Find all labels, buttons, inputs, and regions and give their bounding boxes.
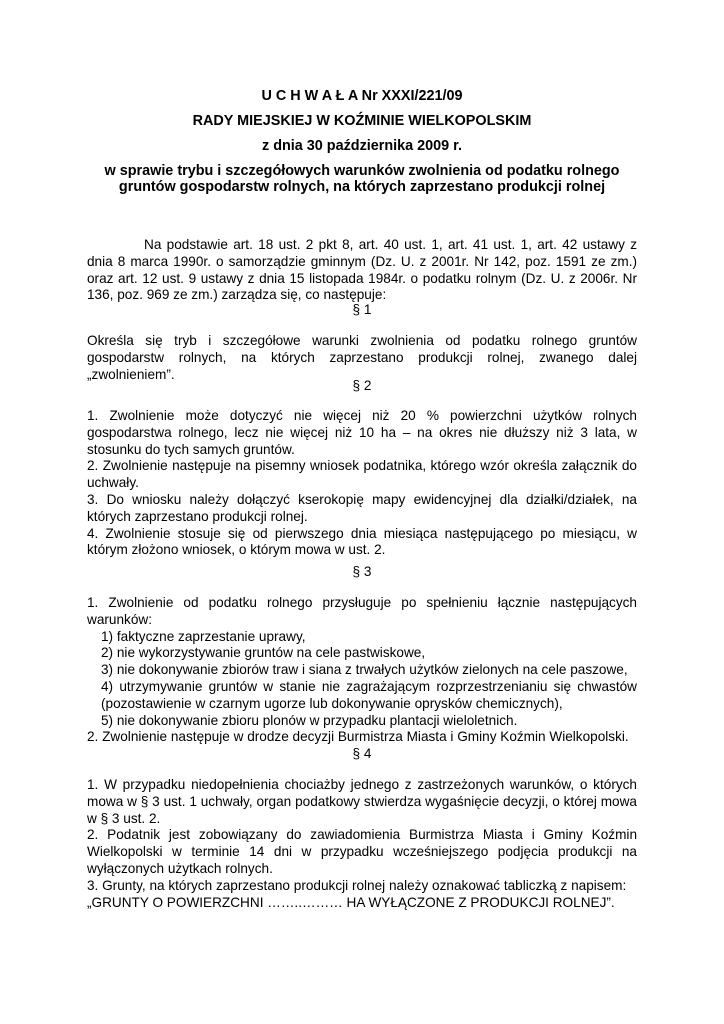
section-4-body (87, 777, 637, 911)
section-2-point-4: 4. Zwolnienie stosuje się od pierwszego dnia miesiąca następującego po miesiącu, w którym złożono wniosek, o którym mowa w ust. 2. (87, 525, 637, 558)
section-2-body (87, 408, 637, 559)
section-3-heading: § 3 (352, 564, 372, 579)
section-3-condition-4: 4) utrzymywanie gruntów w stanie nie zagrażającym rozprzestrzenianiu się chwastów (pozostawienie w czarnym ugorze lub dokonywanie oprysków chemicznych), (101, 678, 637, 711)
section-2-point-3: 3. Do wniosku należy dołączyć kserokopię mapy ewidencyjnej dla działki/działek, na których zaprzestano produkcji rolnej. (87, 491, 637, 524)
section-3-condition-2: 2) nie wykorzystywanie gruntów na cele pastwiskowe, (101, 645, 426, 661)
section-3-condition-5: 5) nie dokonywanie zbioru plonów w przypadku plantacji wieloletnich. (101, 712, 518, 728)
section-2-heading: § 2 (352, 378, 372, 393)
section-3-point-1: 1. Zwolnienie od podatku rolnego przysługuje po spełnieniu łącznie następujących warunków: (87, 595, 637, 627)
resolution-subject-line1: w sprawie trybu i szczegółowych warunków zwolnienia od podatku rolnego (104, 163, 620, 179)
issuing-body: RADY MIEJSKIEJ W KOŹMINIE WIELKOPOLSKIM (192, 113, 532, 129)
section-4-point-3-sign-text: „GRUNTY O POWIERZCHNI ……..……… HA WYŁĄCZONE Z PRODUKCJI ROLNEJ”. (87, 894, 615, 910)
section-3-body (87, 595, 637, 746)
resolution-subject-line2: gruntów gospodarstw rolnych, na których zaprzestano produkcji rolnej (118, 179, 606, 195)
section-4-heading: § 4 (352, 746, 372, 761)
section-1-text: Określa się tryb i szczegółowe warunki zwolnienia od podatku rolnego gruntów gospodarstw rolnych, na których zaprzestano produkcji rolnej, zwanego dalej „zwolnieniem”. (87, 333, 637, 382)
preamble: Na podstawie art. 18 ust. 2 pkt 8, art. 40 ust. 1, art. 41 ust. 1, art. 42 ustawy z dnia 8 marca 1990r. o samorządzie gminnym (Dz. U. z 2001r. Nr 142, poz. 1591 ze zm.) oraz art. 12 ust. 9 ustawy z dnia 15 listopada 1984r. o podatku rolnym (Dz. U. z 2006r. Nr 136, poz. 969 ze zm.) zarządza się, co następuje: (87, 237, 637, 303)
resolution-date: z dnia 30 października 2009 r. (262, 138, 462, 154)
section-2-point-1: 1. Zwolnienie może dotyczyć nie więcej niż 20 % powierzchni użytków rolnych gospodarstwa rolnego, lecz nie więcej niż 10 ha – na okres nie dłuższy niż 3 lata, w stosunku do tych samych gruntów. (87, 408, 637, 457)
section-2-point-2: 2. Zwolnienie następuje na pisemny wniosek podatnika, którego wzór określa załącznik do uchwały. (87, 458, 637, 491)
section-4-point-2: 2. Podatnik jest zobowiązany do zawiadomienia Burmistrza Miasta i Gminy Koźmin Wielkopolski w terminie 14 dni w przypadku wcześniejszego podjęcia produkcji na wyłączonych użytkach rolnych. (87, 827, 637, 876)
section-4-point-3: 3. Grunty, na których zaprzestano produkcji rolnej należy oznakować tabliczką z napisem: (87, 877, 627, 893)
section-4-point-1: 1. W przypadku niedopełnienia chociażby jednego z zastrzeżonych warunków, o których mowa w § 3 ust. 1 uchwały, organ podatkowy stwierdza wygaśnięcie decyzji, o której mowa w § 3 ust. 2. (87, 777, 637, 826)
section-1-heading: § 1 (352, 302, 372, 317)
section-3-condition-3: 3) nie dokonywanie zbiorów traw i siana z trwałych użytków zielonych na cele paszowe, (101, 662, 628, 678)
section-3-condition-1: 1) faktyczne zaprzestanie uprawy, (101, 628, 306, 644)
section-3-point-2: 2. Zwolnienie następuje w drodze decyzji Burmistrza Miasta i Gminy Koźmin Wielkopolski. (87, 729, 629, 745)
resolution-number: U C H W A Ł A Nr XXXI/221/09 (261, 88, 463, 104)
